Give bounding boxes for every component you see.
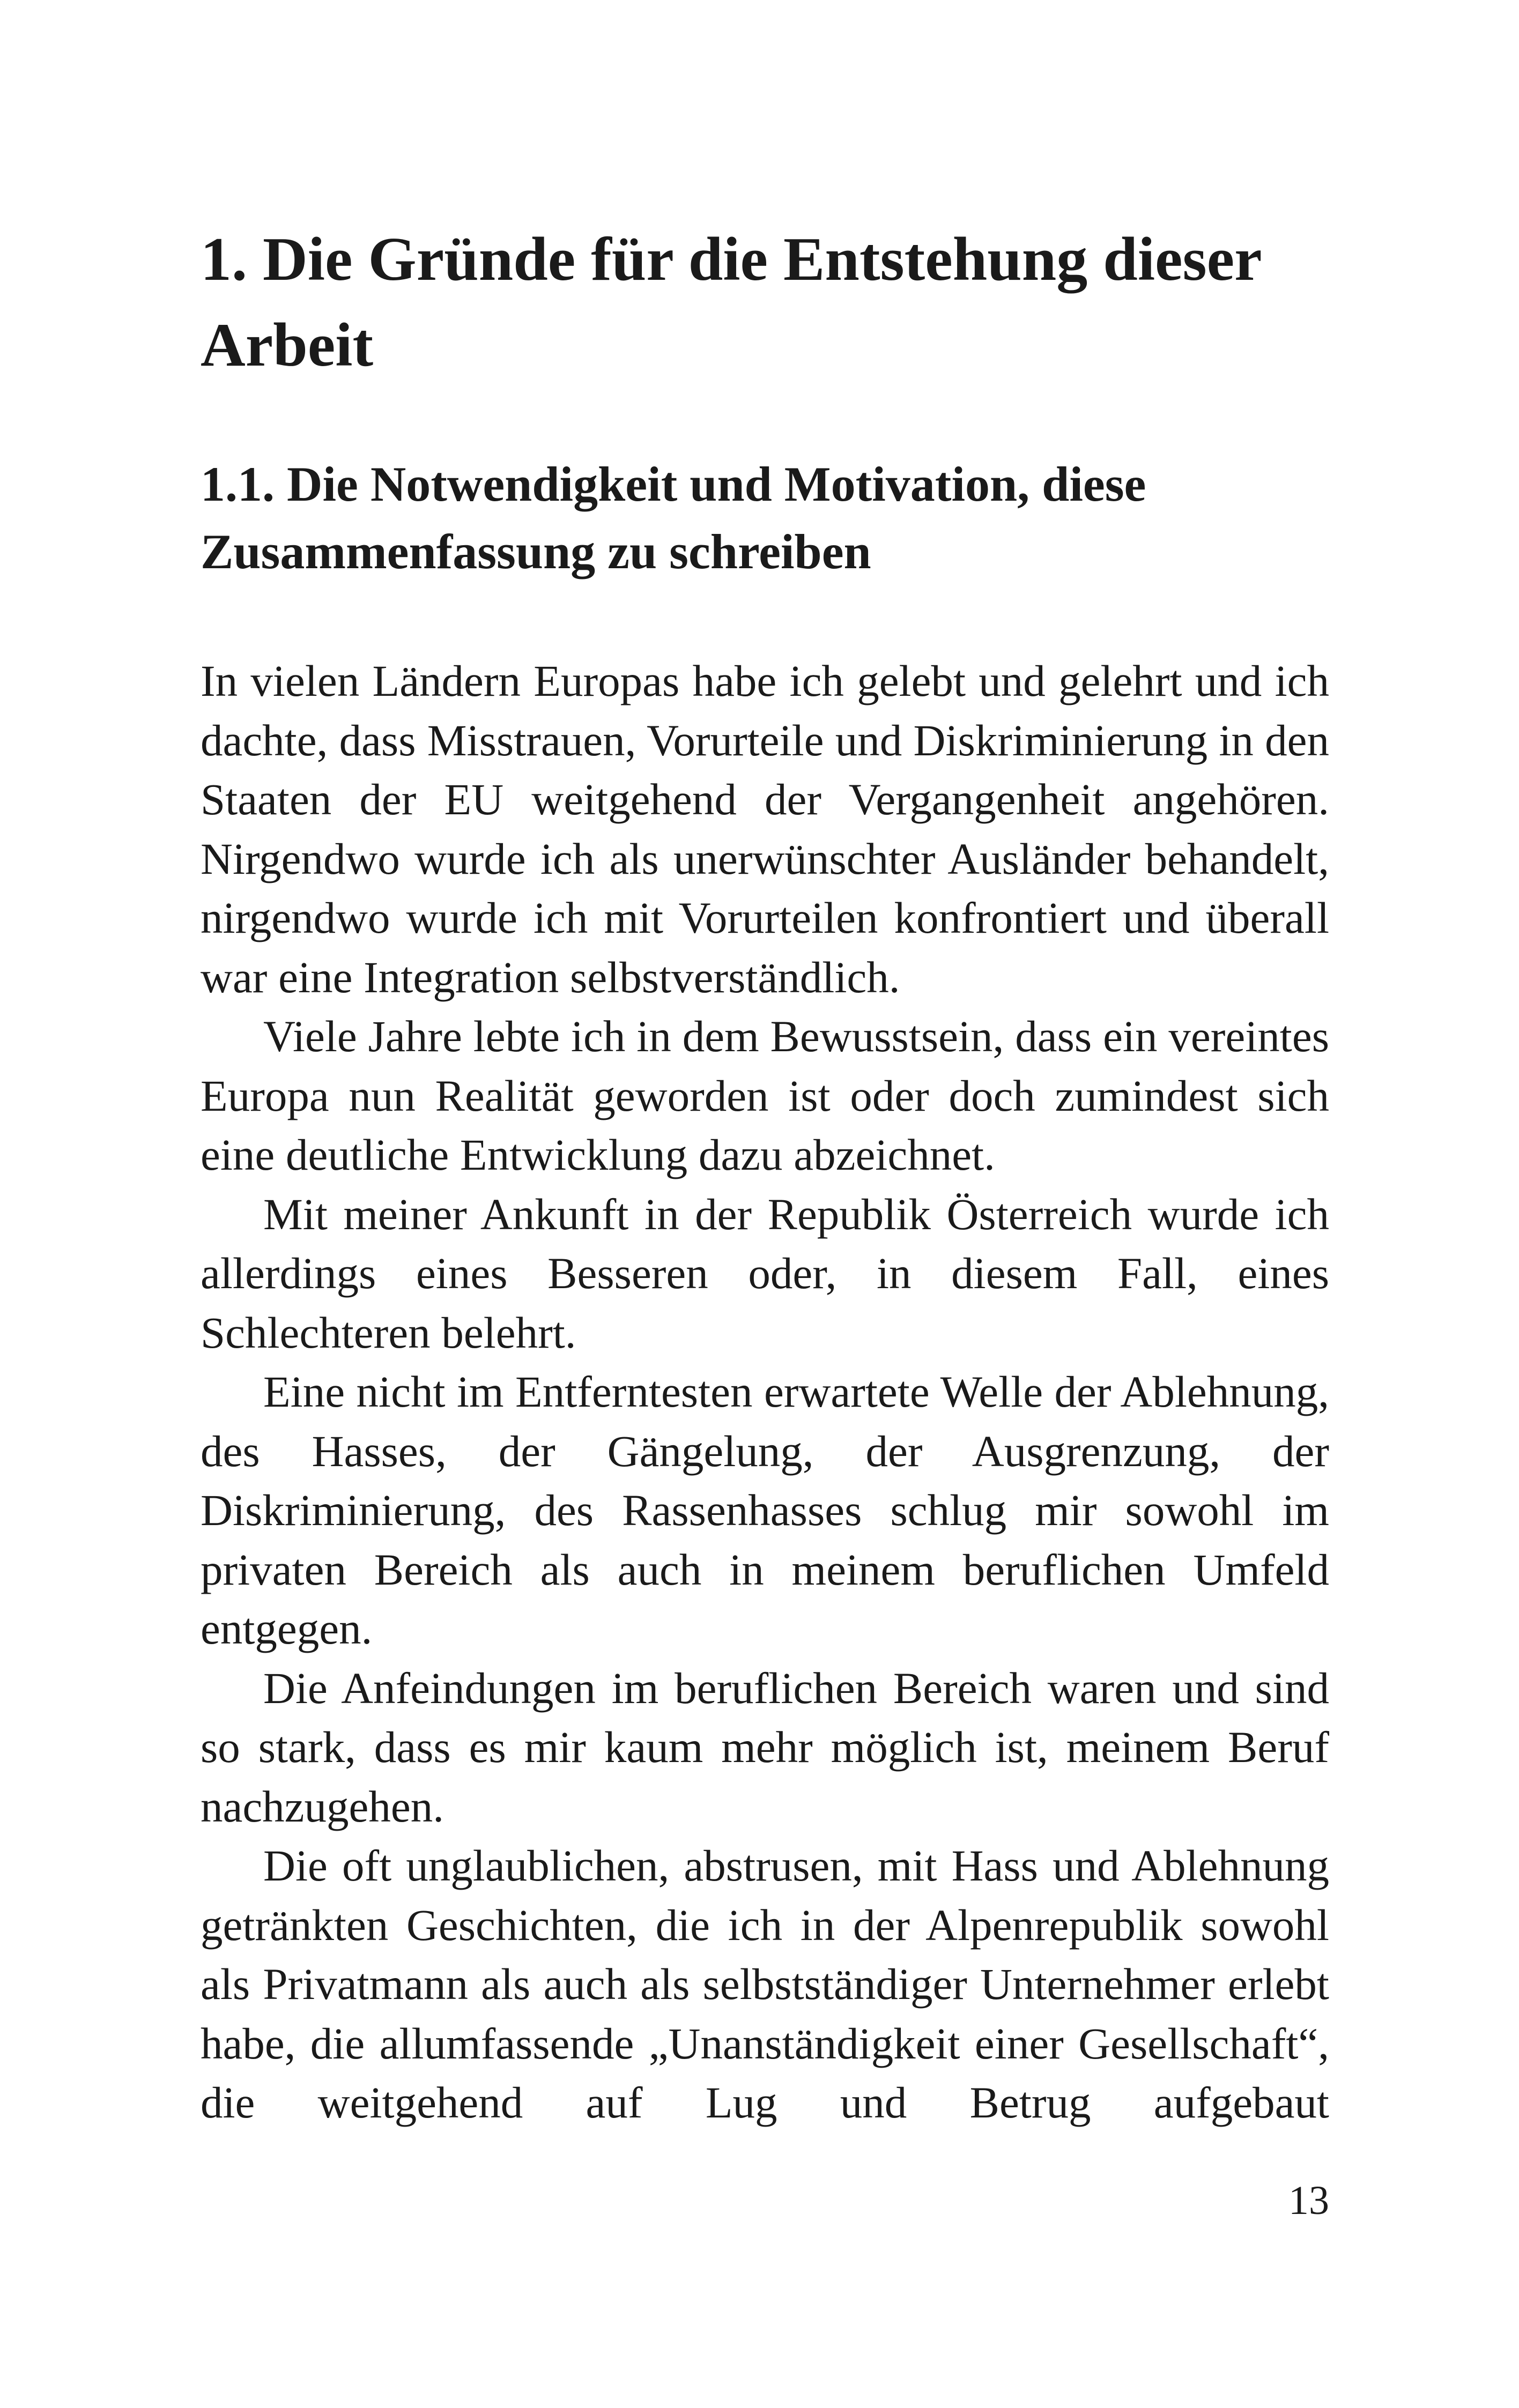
paragraph-4: Eine nicht im Entferntesten erwartete Welle der Ablehnung, des Hasses, der Gängelung, der Ausgrenzung, der Diskriminierung, des Rassenhasses schlug mir sowohl im privaten Bereich als auch in meinem beruflichen Umfeld entgegen. (201, 1367, 1329, 1653)
section-heading: 1.1. Die Notwendigkeit und Motivation, diese Zusammenfassung zu schreiben (201, 457, 1146, 579)
paragraph-2: Viele Jahre lebte ich in dem Bewusstsein, dass ein vereintes Europa nun Realität geworden ist oder doch zumindest sich eine deutliche Entwicklung dazu abzeichnet. (201, 1012, 1329, 1179)
body-text (201, 651, 1329, 2132)
paragraph-6: Die oft unglaublichen, abstrusen, mit Hass und Ablehnung getränkten Geschichten, die ich in der Alpenrepublik sowohl als Privatmann als auch als selbstständiger Unternehmer erlebt habe, die allumfassende „Unanständigkeit einer Gesellschaft“, die weitgehend auf Lug und Betrug aufgebaut (201, 1841, 1329, 2127)
paragraph-1: In vielen Ländern Europas habe ich gelebt und gelehrt und ich dachte, dass Misstrauen, Vorurteile und Diskriminierung in den Staaten der EU weitgehend der Vergangenheit angehören. Nirgendwo wurde ich als unerwünschter Ausländer behandelt, nirgendwo wurde ich mit Vorurteilen konfrontiert und überall war eine Integration selbstverständlich. (201, 656, 1329, 1002)
page-number: 13 (1288, 2178, 1329, 2223)
chapter-heading: 1. Die Gründe für die Entstehung dieser Arbeit (201, 225, 1261, 380)
paragraph-5: Die Anfeindungen im beruflichen Bereich waren und sind so stark, dass es mir kaum mehr möglich ist, meinem Beruf nachzugehen. (201, 1663, 1329, 1831)
paragraph-3: Mit meiner Ankunft in der Republik Österreich wurde ich allerdings eines Besseren oder, in diesem Fall, eines Schlechteren belehrt. (201, 1189, 1329, 1357)
